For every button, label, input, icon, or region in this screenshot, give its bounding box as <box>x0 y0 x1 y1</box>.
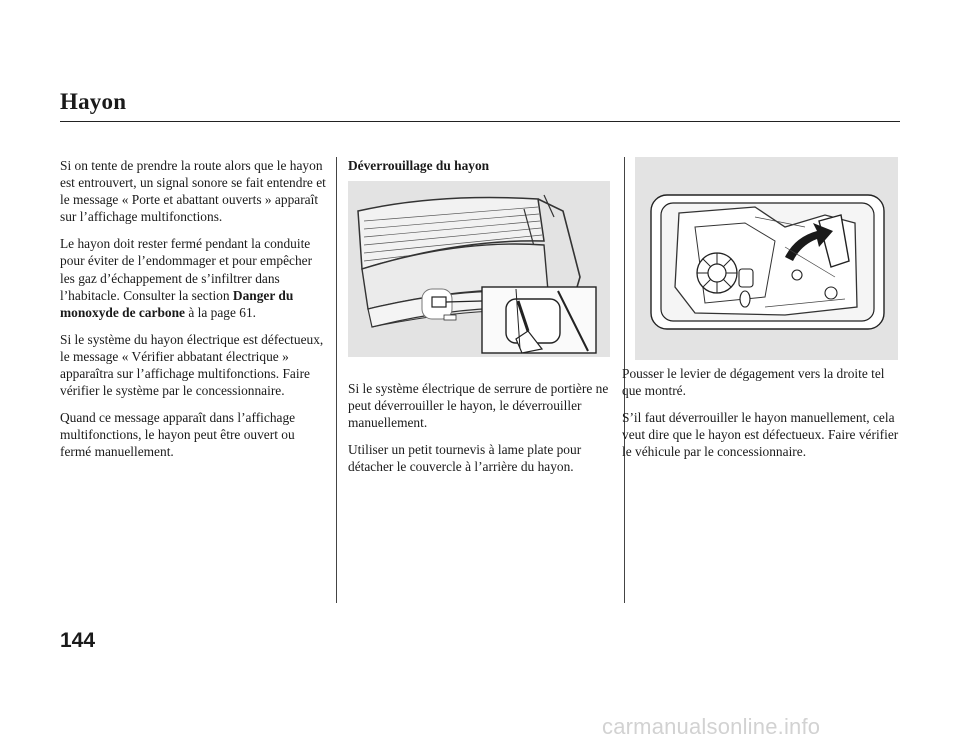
paragraph-keep-closed-text: Le hayon doit rester fermé pendant la conduite pour éviter de l’endommager et pour empêcher les gaz d’échappement de s’infiltrer dans l’habitacle. Consulter la section <box>60 236 313 303</box>
paragraph-defective-tailgate: S’il faut déverrouiller le hayon manuellement, cela veut dire que le hayon est défectueux. Faire vérifier le véhicule par le concessionnaire. <box>622 410 899 460</box>
release-lever-illustration <box>635 157 898 360</box>
paragraph-keep-closed <box>60 235 328 320</box>
tailgate-cover-drawing <box>348 181 610 357</box>
paragraph-screwdriver: Utiliser un petit tournevis à lame plate pour détacher le couvercle à l’arrière du hayon. <box>348 442 582 475</box>
release-lever-drawing <box>635 157 898 360</box>
header-divider <box>60 121 900 122</box>
section-heading-unlock: Déverrouillage du hayon <box>348 158 490 173</box>
column-left <box>60 157 328 471</box>
paragraph-manual-unlock: Si le système électrique de serrure de portière ne peut déverrouiller le hayon, le déverrouiller manuellement. <box>348 381 609 431</box>
page-title: Hayon <box>60 89 127 114</box>
page-reference-text: à la page 61. <box>184 304 256 320</box>
watermark: carmanualsonline.info <box>602 714 821 739</box>
paragraph-power-tailgate-fault: Si le système du hayon électrique est défectueux, le message « Vérifier abbatant électrique » apparaîtra sur l’affichage multifonctions. Faire vérifier le système par le concessionnaire. <box>60 331 324 399</box>
page-number: 144 <box>60 629 96 652</box>
paragraph-manual-operation: Quand ce message apparaît dans l’affichage multifonctions, le hayon peut être ouvert ou fermé manuellement. <box>60 410 296 460</box>
carbon-monoxide-reference: Danger du monoxyde de carbone <box>60 287 294 320</box>
column-divider-left <box>336 157 337 603</box>
paragraph-warning-signal: Si on tente de prendre la route alors que le hayon est entrouvert, un signal sonore se fait entendre et le message « Porte et abattant ouverts » apparaît sur l’affichage multifonctions. <box>60 158 326 225</box>
paragraph-push-lever: Pousser le levier de dégagement vers la droite tel que montré. <box>622 366 885 399</box>
tailgate-cover-illustration <box>348 181 610 357</box>
